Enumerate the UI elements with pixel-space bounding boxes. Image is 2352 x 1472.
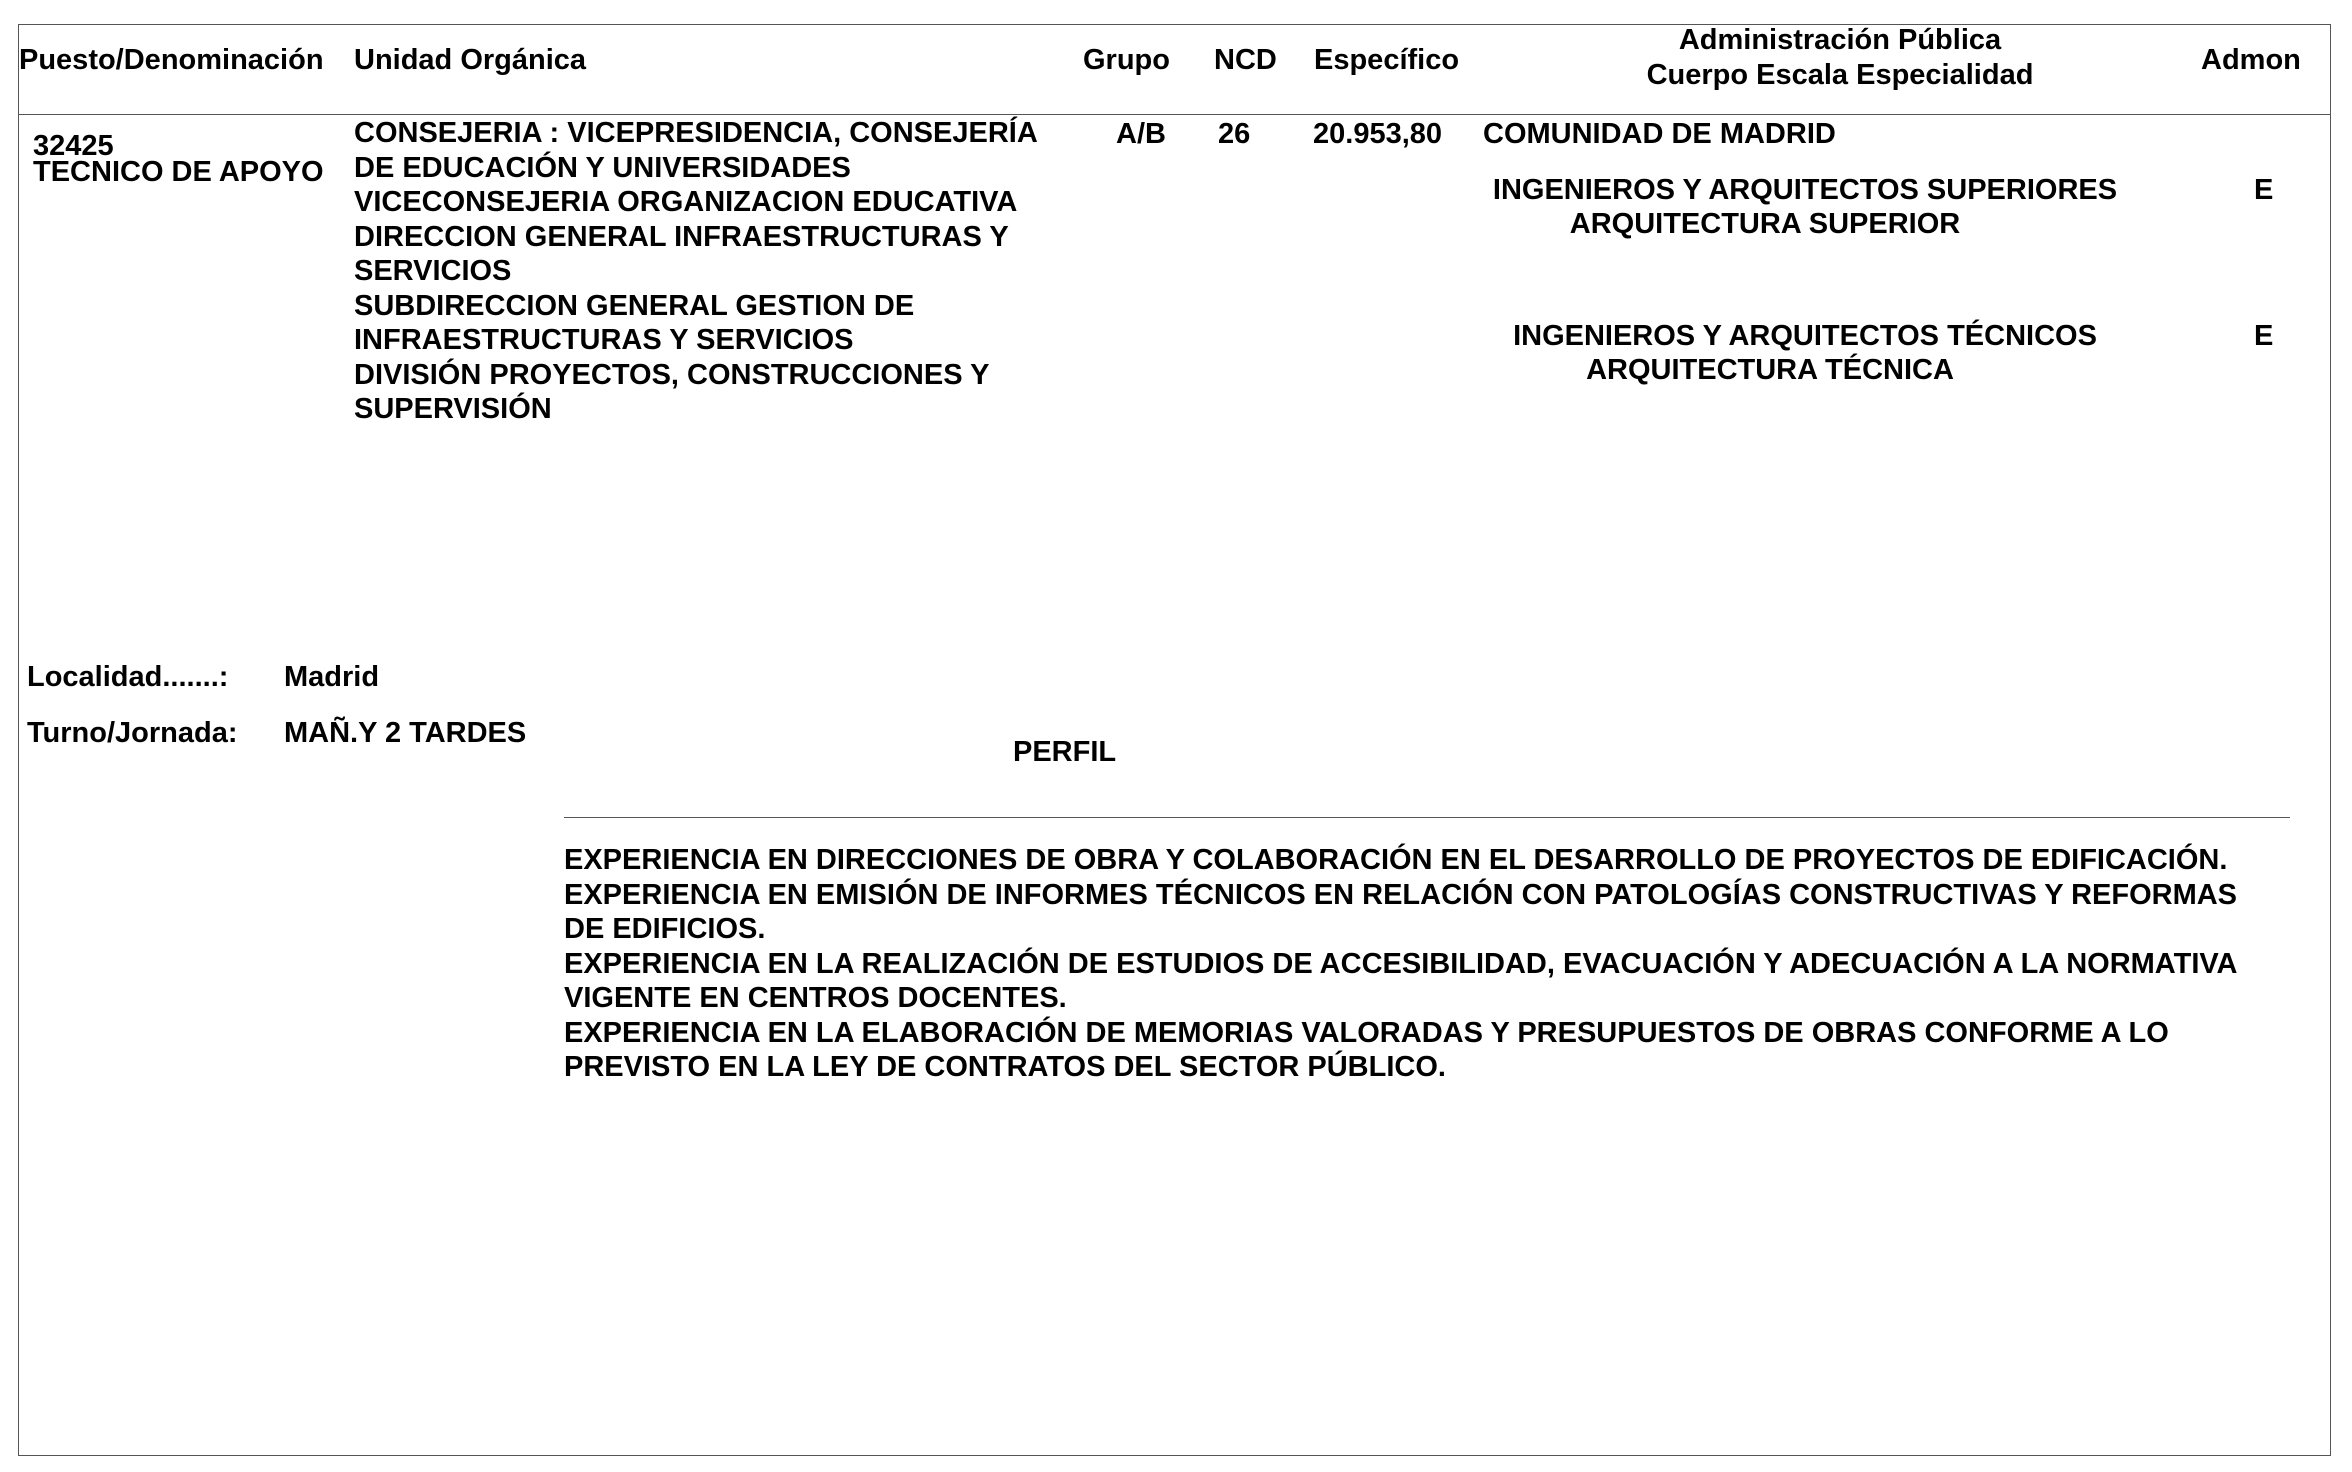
especifico-value: 20.953,80 xyxy=(1313,118,1443,150)
header-grupo: Grupo xyxy=(1083,44,1170,76)
header-divider xyxy=(18,114,2331,115)
perfil-line: EXPERIENCIA EN LA ELABORACIÓN DE MEMORIAS VALORADAS Y PRESUPUESTOS DE OBRAS CONFORME A LO xyxy=(564,1016,2169,1049)
perfil-line: VIGENTE EN CENTROS DOCENTES. xyxy=(564,982,1067,1014)
cuerpo-2: INGENIEROS Y ARQUITECTOS TÉCNICOS xyxy=(1513,320,2097,352)
cuerpo-1: INGENIEROS Y ARQUITECTOS SUPERIORES xyxy=(1492,174,2118,206)
unidad-line: CONSEJERIA : VICEPRESIDENCIA, CONSEJERÍA xyxy=(354,117,1038,149)
header-administracion: Administración Pública xyxy=(1678,24,2002,56)
perfil-text xyxy=(564,843,2238,1085)
perfil-line: EXPERIENCIA EN EMISIÓN DE INFORMES TÉCNICOS EN RELACIÓN CON PATOLOGÍAS CONSTRUCTIVAS Y REFORMAS xyxy=(564,878,2238,911)
perfil-title: PERFIL xyxy=(1013,736,1117,768)
administracion-value: COMUNIDAD DE MADRID xyxy=(1483,118,1836,150)
unidad-line: INFRAESTRUCTURAS Y SERVICIOS xyxy=(354,324,854,356)
perfil-line: EXPERIENCIA EN DIRECCIONES DE OBRA Y COLABORACIÓN EN EL DESARROLLO DE PROYECTOS DE EDIFICACIÓN. xyxy=(564,844,2228,876)
ncd-value: 26 xyxy=(1218,118,1251,150)
localidad-value: Madrid xyxy=(284,661,380,693)
especialidad-1: ARQUITECTURA SUPERIOR xyxy=(1569,208,1961,240)
perfil-line: EXPERIENCIA EN LA REALIZACIÓN DE ESTUDIOS DE ACCESIBILIDAD, EVACUACIÓN Y ADECUACIÓN A LA NORMATIVA xyxy=(564,947,2238,980)
puesto-denominacion: TECNICO DE APOYO xyxy=(33,156,324,188)
header-puesto: Puesto/Denominación xyxy=(19,44,324,76)
puesto-code: 32425 xyxy=(33,130,114,162)
unidad-line: DIVISIÓN PROYECTOS, CONSTRUCCIONES Y xyxy=(354,358,990,391)
localidad-label: Localidad.......: xyxy=(27,661,229,693)
header-unidad: Unidad Orgánica xyxy=(354,44,587,76)
header-admon: Admon xyxy=(2201,44,2301,76)
unidad-organica xyxy=(354,116,1038,427)
turno-label: Turno/Jornada: xyxy=(27,717,238,749)
grupo-value: A/B xyxy=(1116,118,1166,150)
header-especifico: Específico xyxy=(1314,44,1460,76)
admon-1: E xyxy=(2254,174,2274,206)
header-cuerpo-escala: Cuerpo Escala Especialidad xyxy=(1646,59,2034,91)
perfil-line: PREVISTO EN LA LEY DE CONTRATOS DEL SECTOR PÚBLICO. xyxy=(564,1051,1446,1083)
unidad-line: SUPERVISIÓN xyxy=(354,393,552,425)
unidad-line: SUBDIRECCION GENERAL GESTION DE xyxy=(354,289,915,322)
especialidad-2: ARQUITECTURA TÉCNICA xyxy=(1586,354,1954,386)
unidad-line: VICECONSEJERIA ORGANIZACION EDUCATIVA xyxy=(354,186,1018,218)
unidad-line: DE EDUCACIÓN Y UNIVERSIDADES xyxy=(354,151,851,184)
unidad-line: DIRECCION GENERAL INFRAESTRUCTURAS Y xyxy=(354,220,1009,253)
turno-value: MAÑ.Y 2 TARDES xyxy=(284,717,527,749)
perfil-line: DE EDIFICIOS. xyxy=(564,913,766,945)
admon-2: E xyxy=(2254,320,2274,352)
header-ncd: NCD xyxy=(1214,44,1277,76)
perfil-divider xyxy=(564,817,2290,818)
unidad-line: SERVICIOS xyxy=(354,255,512,287)
